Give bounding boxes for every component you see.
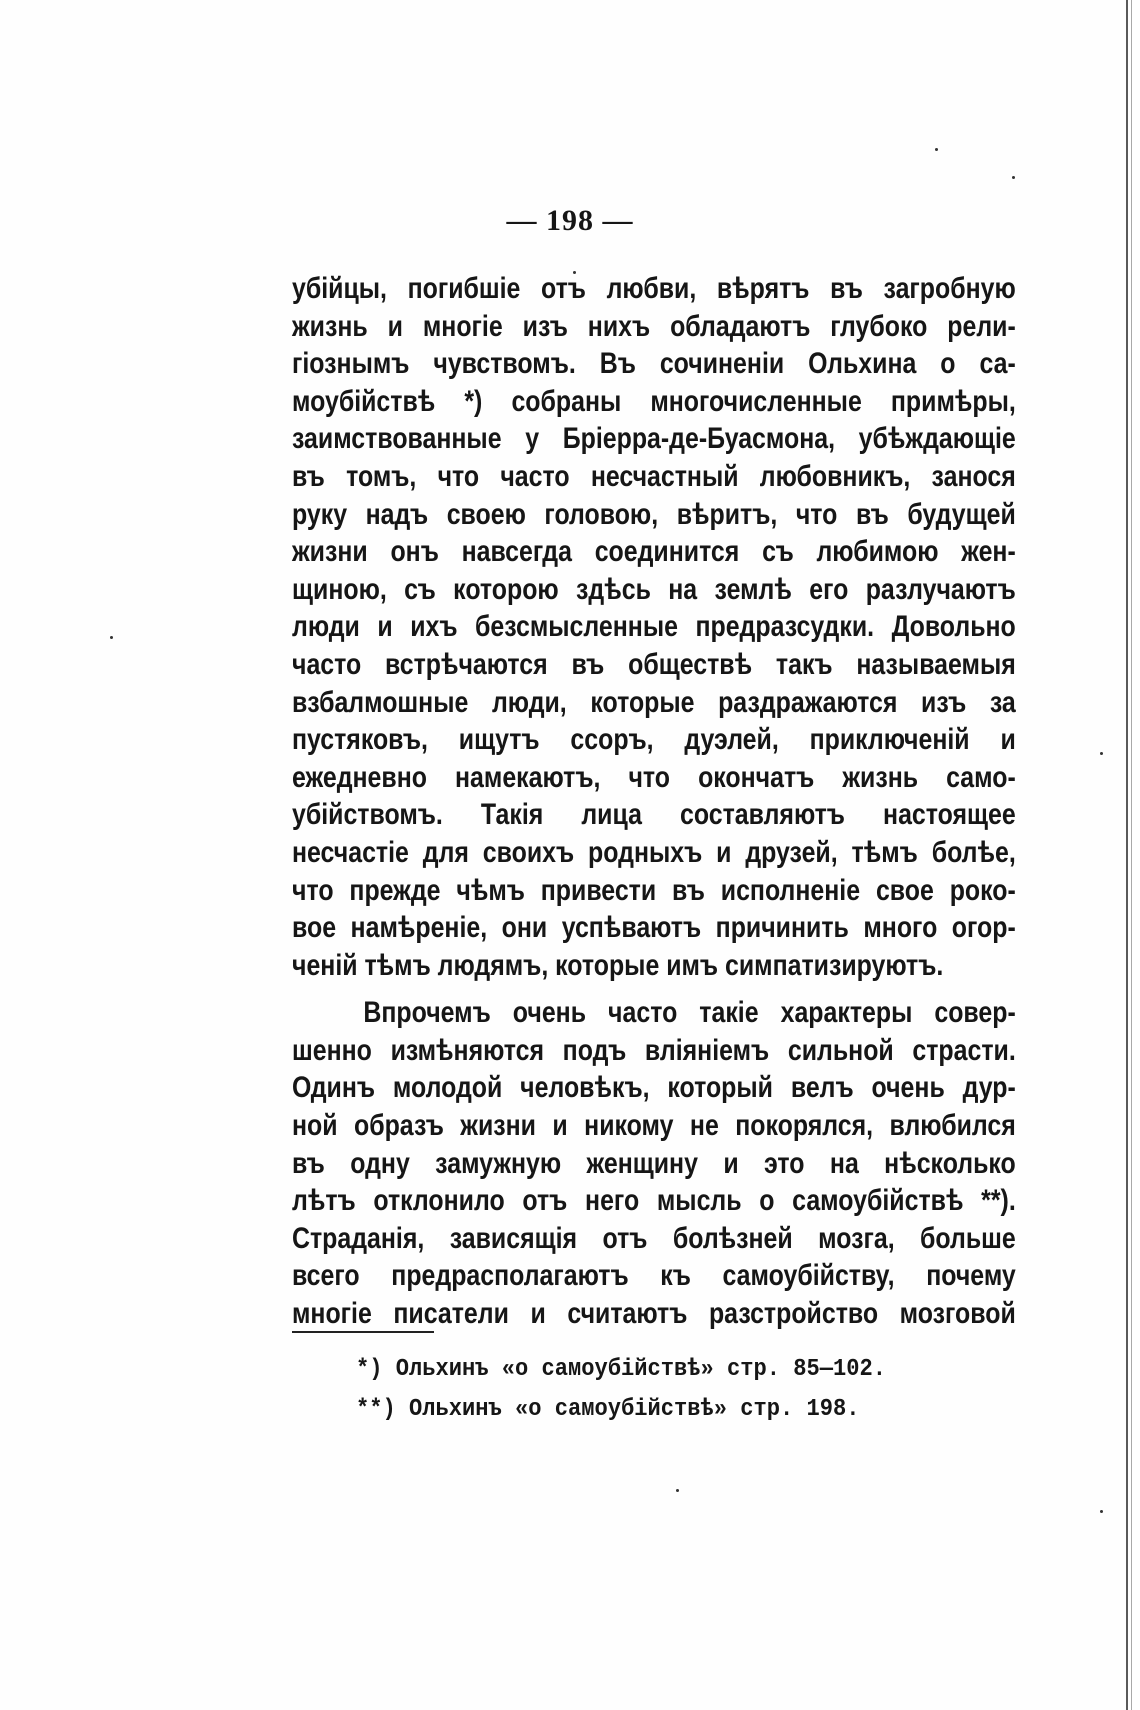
print-speck: [935, 148, 938, 151]
footnote: **) Ольхинъ «о самоубійствѣ» стр. 198.: [356, 1396, 860, 1423]
text-line: многіе писатели и считаютъ разстройство мозговой: [292, 1297, 1016, 1331]
text-line: въ одну замужную женщину и это на нѣсколько: [292, 1146, 1016, 1180]
text-line: Страданія, зависящія отъ болѣзней мозга, больше: [292, 1221, 1016, 1255]
text-line: взбалмошные люди, которые раздражаются изъ за: [292, 685, 1016, 719]
text-line: ной образъ жизни и никому не покорялся, влюбился: [292, 1109, 1016, 1143]
print-speck: [1012, 176, 1015, 179]
text-line: убійствомъ. Такія лица составляютъ настоящее: [292, 798, 1016, 832]
footnote-separator: [292, 1331, 434, 1333]
footnotes: [356, 1350, 932, 1430]
text-line: убійцы, погибшіе отъ любви, вѣрятъ въ загробную: [292, 272, 1016, 305]
text-line: Одинъ молодой человѣкъ, который велъ очень дур-: [292, 1071, 1016, 1105]
text-line: ченій тѣмъ людямъ, которые имъ симпатизируютъ.: [292, 948, 944, 982]
text-line: шенно измѣняются подъ вліяніемъ сильной страсти.: [292, 1033, 1016, 1067]
text-line: всего предрасполагаютъ къ самоубійству, почему: [292, 1259, 1016, 1293]
footnote: *) Ольхинъ «о самоубійствѣ» стр. 85—102.: [356, 1356, 887, 1383]
text-line: пустяковъ, ищутъ ссоръ, дуэлей, приключеній и: [292, 723, 1016, 757]
page-edge-line: [1126, 0, 1128, 1710]
print-speck: [1100, 1510, 1103, 1513]
text-line: моубійствѣ *) собраны многочисленные примѣры,: [292, 384, 1016, 418]
print-speck: [676, 1489, 679, 1492]
page-number: — 198 —: [506, 204, 634, 237]
paragraph-gap: [292, 984, 1016, 994]
text-line: щиною, съ которою здѣсь на землѣ его разлучаютъ: [292, 572, 1016, 606]
text-line: часто встрѣчаются въ обществѣ такъ называемыя: [292, 647, 1016, 681]
text-line: Впрочемъ очень часто такіе характеры совер-: [363, 996, 1016, 1030]
text-line: въ томъ, что часто несчастный любовникъ, занося: [292, 459, 1016, 493]
text-line: гіознымъ чувствомъ. Въ сочиненіи Ольхина о са-: [292, 347, 1016, 381]
text-line: вое намѣреніе, они успѣваютъ причинить много огор-: [292, 911, 1016, 945]
text-line: заимствованные у Бріерра-де-Буасмона, убѣждающіе: [292, 422, 1016, 456]
text-line: что прежде чѣмъ привести въ исполненіе свое роко-: [292, 873, 1016, 907]
text-line: жизнь и многіе изъ нихъ обладаютъ глубоко рели-: [292, 309, 1016, 343]
text-line: ежедневно намекаютъ, что окончатъ жизнь само-: [292, 760, 1016, 794]
text-line: жизни онъ навсегда соединится съ любимою жен-: [292, 535, 1016, 569]
text-line: лѣтъ отклонило отъ него мысль о самоубійствѣ **).: [292, 1184, 1016, 1218]
print-speck: [110, 636, 113, 639]
text-line: руку надъ своею головою, вѣритъ, что въ будущей: [292, 497, 1016, 531]
text-line: несчастіе для своихъ родныхъ и друзей, тѣмъ болѣе,: [292, 835, 1016, 869]
print-speck: [1100, 752, 1103, 755]
body-text: [292, 270, 1016, 1333]
page-edge-line-secondary: [1131, 0, 1132, 1710]
text-line: люди и ихъ безсмысленные предразсудки. Довольно: [292, 610, 1016, 644]
